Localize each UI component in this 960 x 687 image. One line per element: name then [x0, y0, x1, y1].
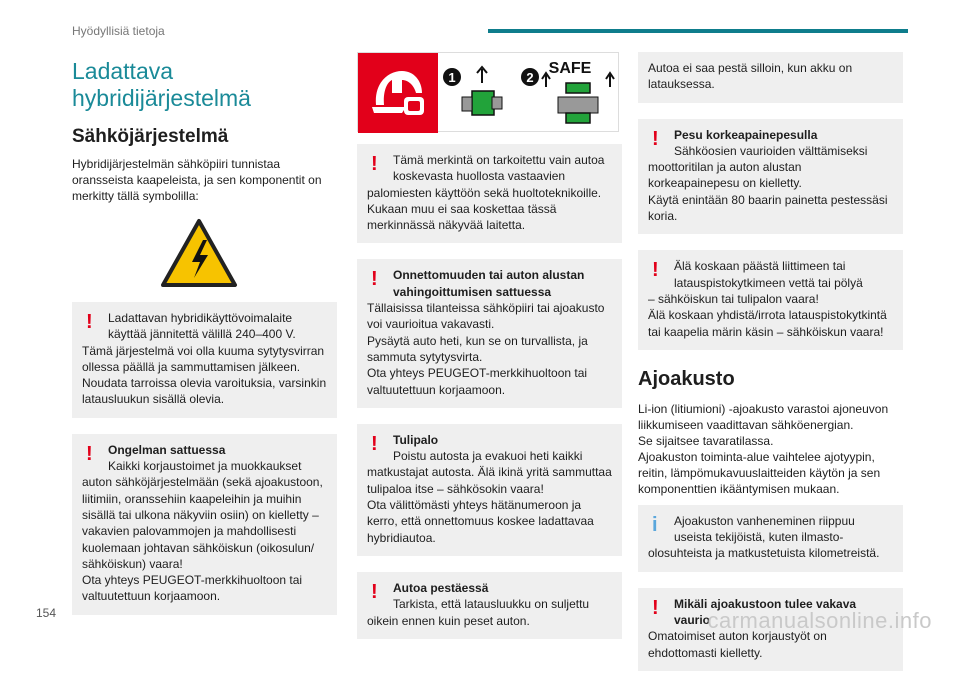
warning-box-battery-damage: ! Mikäli ajoakustoon tulee vakava vaurio Omatoimiset auton korjaustyöt on ehdottomasti kielletty.	[638, 588, 903, 671]
warning-box-connector: ! Älä koskaan päästä liittimeen tai latauspistokytkimeen vettä tai pölyä – sähköiskun tai tulipalon vaara! Älä koskaan yhdistä/irrota latauspistokytkintä tai kaapelia märin käsin – sähköiskun vaara!	[638, 250, 903, 349]
warning-exclamation-icon: !	[86, 311, 93, 333]
page-title-line2: hybridijärjestelmä	[72, 85, 251, 111]
warning-box-fire: ! Tulipalo Poistu autosta ja evakuoi heti kaikki matkustajat autosta. Älä ikinä yritä sammuttaa tulipaloa itse – sähkösokin vaara! Ota välittömästi yhteys hätänumeroon ja kerro, että onnettomuus koskee ladattavaa hybridiautoa.	[357, 424, 622, 556]
disconnect-steps-illustration	[440, 53, 620, 133]
warning-exclamation-icon: !	[86, 442, 93, 465]
battery-paragraph-1: Li-ion (litiumioni) -ajoakusto varastoi ajoneuvon liikkumiseen vaadittavan sähköenergian.	[638, 401, 889, 432]
battery-paragraph-3: Ajoakuston toiminta-alue vaihtelee ajotyypin, reitin, lämpömukavuuslaitteiden käytön ja sen komponenttien ikääntymisen mukaan.	[638, 449, 881, 496]
warning-exclamation-icon: !	[371, 268, 378, 291]
column-1	[72, 52, 337, 631]
warning-box-washing: ! Autoa pestäessä Tarkista, että latausluukku on suljettu oikein ennen kuin peset auton.	[357, 572, 622, 639]
page-number: 154	[36, 606, 57, 620]
watermark: carmanualsonline.info	[707, 608, 932, 633]
svg-text:2: 2	[526, 70, 534, 85]
warning-exclamation-icon: !	[652, 259, 659, 282]
column-3	[638, 52, 903, 687]
warning-exclamation-icon: !	[652, 127, 659, 150]
info-box-aging: i Ajoakuston vanheneminen riippuu useista tekijöistä, kuten ilmasto- olosuhteista ja matkustetuista kilometreistä.	[638, 505, 903, 572]
page-title-line1: Ladattava	[72, 58, 174, 84]
firefighter-badge	[358, 53, 438, 133]
warning-box-pressure-wash: ! Pesu korkeapainepesulla Sähköosien vaurioiden välttämiseksi moottoritilan ja auton alustan korkeapainepesu on kielletty. Käytä enintään 80 baarin painetta pestessäsi koria.	[638, 119, 903, 235]
svg-text:SAFE: SAFE	[548, 60, 592, 77]
warning-box-voltage: ! Ladattavan hybridikäyttövoimalaite käyttää jännitettä välillä 240–400 V. Tämä järjestelmä voi olla kuuma sytytysvirran ollessa päällä ja sammuttamisen jälkeen. Noudata tarroissa olevia varoituksia, varsinkin latausluukun sisällä olevia.	[72, 302, 337, 418]
safe-disconnect-diagram	[357, 52, 619, 132]
warning-exclamation-icon: !	[371, 432, 378, 455]
intro-paragraph: Hybridijärjestelmän sähköpiiri tunnistaa oransseista kaapeleista, ja sen komponentit on merkitty tällä symbolilla:	[72, 157, 322, 203]
note-box-charging-wash: Autoa ei saa pestä silloin, kun akku on latauksessa.	[638, 52, 903, 103]
info-icon: i	[652, 513, 658, 536]
high-voltage-warning-icon	[160, 218, 238, 288]
header-accent-bar	[488, 29, 908, 33]
warning-box-problem: ! Ongelman sattuessa Kaikki korjaustoimet ja muokkaukset auton sähköjärjestelmään (sekä ajoakustoon, liitimiin, oranssehiin kaapeleihin ja muihin sisällä tai ulkona näkyviin osiin) on kielletty – vakavien palovammojen ja mahdollisesti kuolemaan johtavan sähköiskun (oikosulun/ sähköiskun) vaara! Ota yhteys PEUGEOT-merkkihuoltoon tai valtuutettuun korjaamoon.	[72, 434, 337, 615]
warning-exclamation-icon: !	[371, 580, 378, 603]
section-title-electrical: Sähköjärjestelmä	[72, 126, 229, 147]
battery-paragraph-2: Se sijaitsee tavaratilassa.	[638, 433, 774, 448]
section-header: Hyödyllisiä tietoja	[72, 24, 165, 38]
column-2	[357, 52, 622, 655]
warning-box-marking: ! Tämä merkintä on tarkoitettu vain autoa koskevasta huollosta vastaavien palomiesten käyttöön sekä huoltoteknikoille. Kukaan muu ei saa koskettaa tässä merkinnässä näkyvää laitetta.	[357, 144, 622, 243]
warning-box-accident: ! Onnettomuuden tai auton alustan vahingoittumisen sattuessa Tällaisissa tilanteissa sähköpiiri tai ajoakusto voi vaurioitua vakavasti. Pysäytä auto heti, kun se on turvallista, ja sammuta sytytysvirta. Ota yhteys PEUGEOT-merkkihuoltoon tai valtuutettuun korjaamoon.	[357, 259, 622, 407]
svg-text:1: 1	[448, 70, 456, 85]
section-title-battery: Ajoakusto	[638, 367, 735, 390]
warning-exclamation-icon: !	[652, 596, 659, 619]
warning-exclamation-icon: !	[371, 153, 378, 175]
firefighter-helmet-icon	[358, 53, 438, 133]
page-title	[72, 58, 337, 112]
